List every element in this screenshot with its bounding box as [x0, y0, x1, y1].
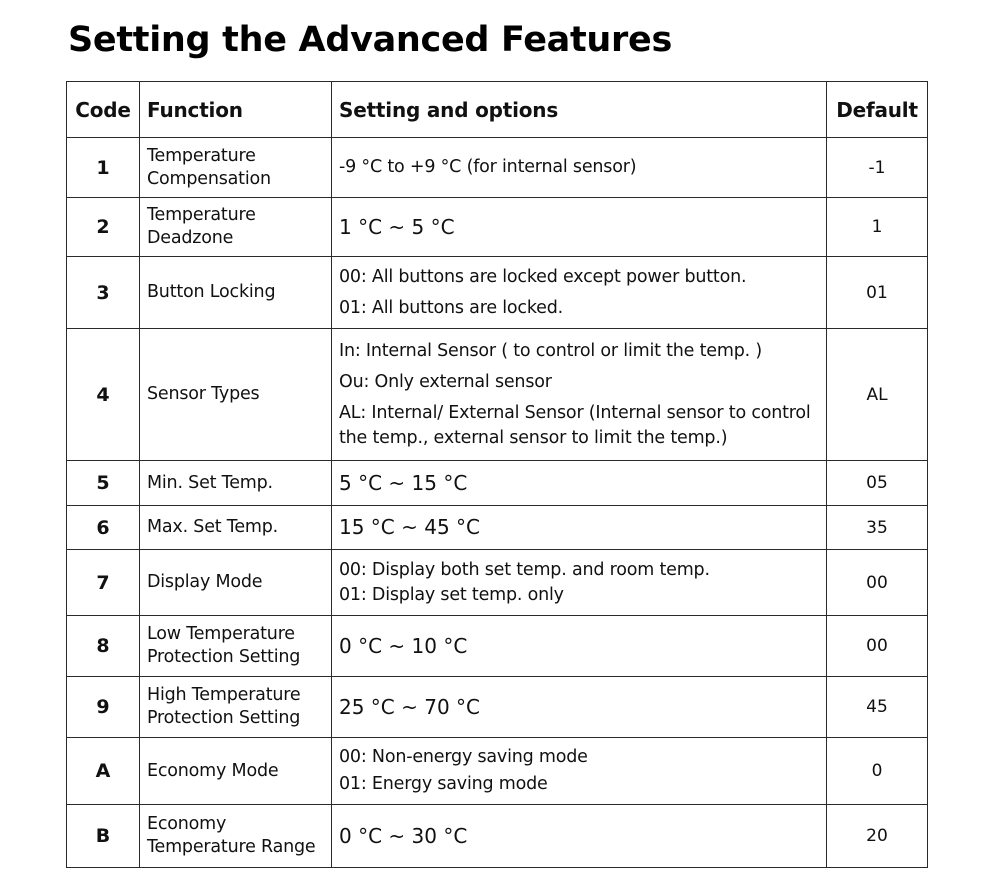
row-function — [140, 550, 332, 616]
function-line: Deadzone — [147, 228, 234, 248]
row-function — [140, 677, 332, 738]
function-line: Min. Set Temp. — [147, 472, 273, 493]
function-line: Economy Mode — [147, 760, 279, 781]
option-line: Ou: Only external sensor — [339, 371, 552, 392]
row-code: 5 — [67, 461, 140, 506]
function-line: Economy — [147, 814, 227, 834]
row-code: A — [67, 738, 140, 805]
row-default: -1 — [827, 138, 928, 198]
option-line: 15 °C ~ 45 °C — [339, 515, 481, 539]
row-function — [140, 461, 332, 506]
row-code: 1 — [67, 138, 140, 198]
row-default: 1 — [827, 198, 928, 257]
table-row — [67, 198, 928, 257]
table-row — [67, 461, 928, 506]
table-row — [67, 677, 928, 738]
row-options — [332, 138, 827, 198]
row-function — [140, 738, 332, 805]
row-options — [332, 550, 827, 616]
table-row — [67, 257, 928, 329]
row-code: 3 — [67, 257, 140, 329]
row-code: 8 — [67, 616, 140, 677]
table-row — [67, 506, 928, 550]
row-options — [332, 616, 827, 677]
table-row — [67, 550, 928, 616]
header-default: Default — [827, 82, 928, 138]
row-code: B — [67, 805, 140, 868]
row-options — [332, 329, 827, 461]
table-header-row — [67, 82, 928, 138]
row-function — [140, 257, 332, 329]
row-default: 20 — [827, 805, 928, 868]
row-function — [140, 616, 332, 677]
function-line: Compensation — [147, 168, 271, 189]
row-code: 9 — [67, 677, 140, 738]
row-default: 00 — [827, 550, 928, 616]
option-line: 5 °C ~ 15 °C — [339, 470, 468, 495]
option-line: 00: Display both set temp. and room temp. — [339, 559, 710, 580]
row-options — [332, 805, 827, 868]
row-code: 6 — [67, 506, 140, 550]
table-row — [67, 738, 928, 805]
function-line: Sensor Types — [147, 384, 260, 404]
function-line: Temperature — [147, 205, 256, 225]
header-function: Function — [140, 82, 332, 138]
option-line: 0 °C ~ 30 °C — [339, 823, 468, 848]
row-code: 2 — [67, 198, 140, 257]
function-line: Max. Set Temp. — [147, 517, 279, 537]
function-line: Button Locking — [147, 282, 276, 302]
row-function — [140, 138, 332, 198]
table-row — [67, 138, 928, 198]
function-line: Low Temperature — [147, 624, 295, 644]
row-default: 45 — [827, 677, 928, 738]
option-line: In: Internal Sensor ( to control or limit the temp. ) — [339, 340, 762, 361]
page-title: Setting the Advanced Features — [68, 20, 672, 60]
option-line: 25 °C ~ 70 °C — [339, 694, 481, 719]
table-row — [67, 805, 928, 868]
row-default: 05 — [827, 461, 928, 506]
function-line: High Temperature — [147, 685, 301, 705]
option-line: 00: Non-energy saving mode — [339, 747, 588, 767]
row-options — [332, 198, 827, 257]
row-code: 4 — [67, 329, 140, 461]
option-line: -9 °C to +9 °C (for internal sensor) — [339, 157, 637, 177]
row-default: 0 — [827, 738, 928, 805]
function-line: Display Mode — [147, 572, 263, 592]
row-options — [332, 506, 827, 550]
option-line: 01: All buttons are locked. — [339, 297, 563, 318]
header-options: Setting and options — [332, 82, 827, 138]
function-line: Protection Setting — [147, 708, 301, 728]
row-options — [332, 738, 827, 805]
row-options — [332, 257, 827, 329]
row-options — [332, 677, 827, 738]
row-options — [332, 461, 827, 506]
row-default: 00 — [827, 616, 928, 677]
option-line: 0 °C ~ 10 °C — [339, 633, 468, 658]
table-row — [67, 329, 928, 461]
header-code: Code — [67, 82, 140, 138]
row-function — [140, 198, 332, 257]
function-line: Temperature Range — [147, 837, 316, 857]
row-code: 7 — [67, 550, 140, 616]
option-line: AL: Internal/ External Sensor (Internal sensor to control the temp., external sensor to limit the temp.) — [339, 402, 811, 448]
row-default: 01 — [827, 257, 928, 329]
function-line: Protection Setting — [147, 647, 301, 667]
option-line: 01: Display set temp. only — [339, 584, 564, 605]
table-row — [67, 616, 928, 677]
function-line: Temperature — [147, 145, 256, 166]
option-line: 01: Energy saving mode — [339, 774, 548, 794]
option-line: 1 °C ~ 5 °C — [339, 214, 455, 239]
row-default: AL — [827, 329, 928, 461]
option-line: 00: All buttons are locked except power button. — [339, 266, 747, 287]
row-default: 35 — [827, 506, 928, 550]
row-function — [140, 805, 332, 868]
row-function — [140, 506, 332, 550]
row-function — [140, 329, 332, 461]
advanced-features-table — [66, 81, 928, 868]
